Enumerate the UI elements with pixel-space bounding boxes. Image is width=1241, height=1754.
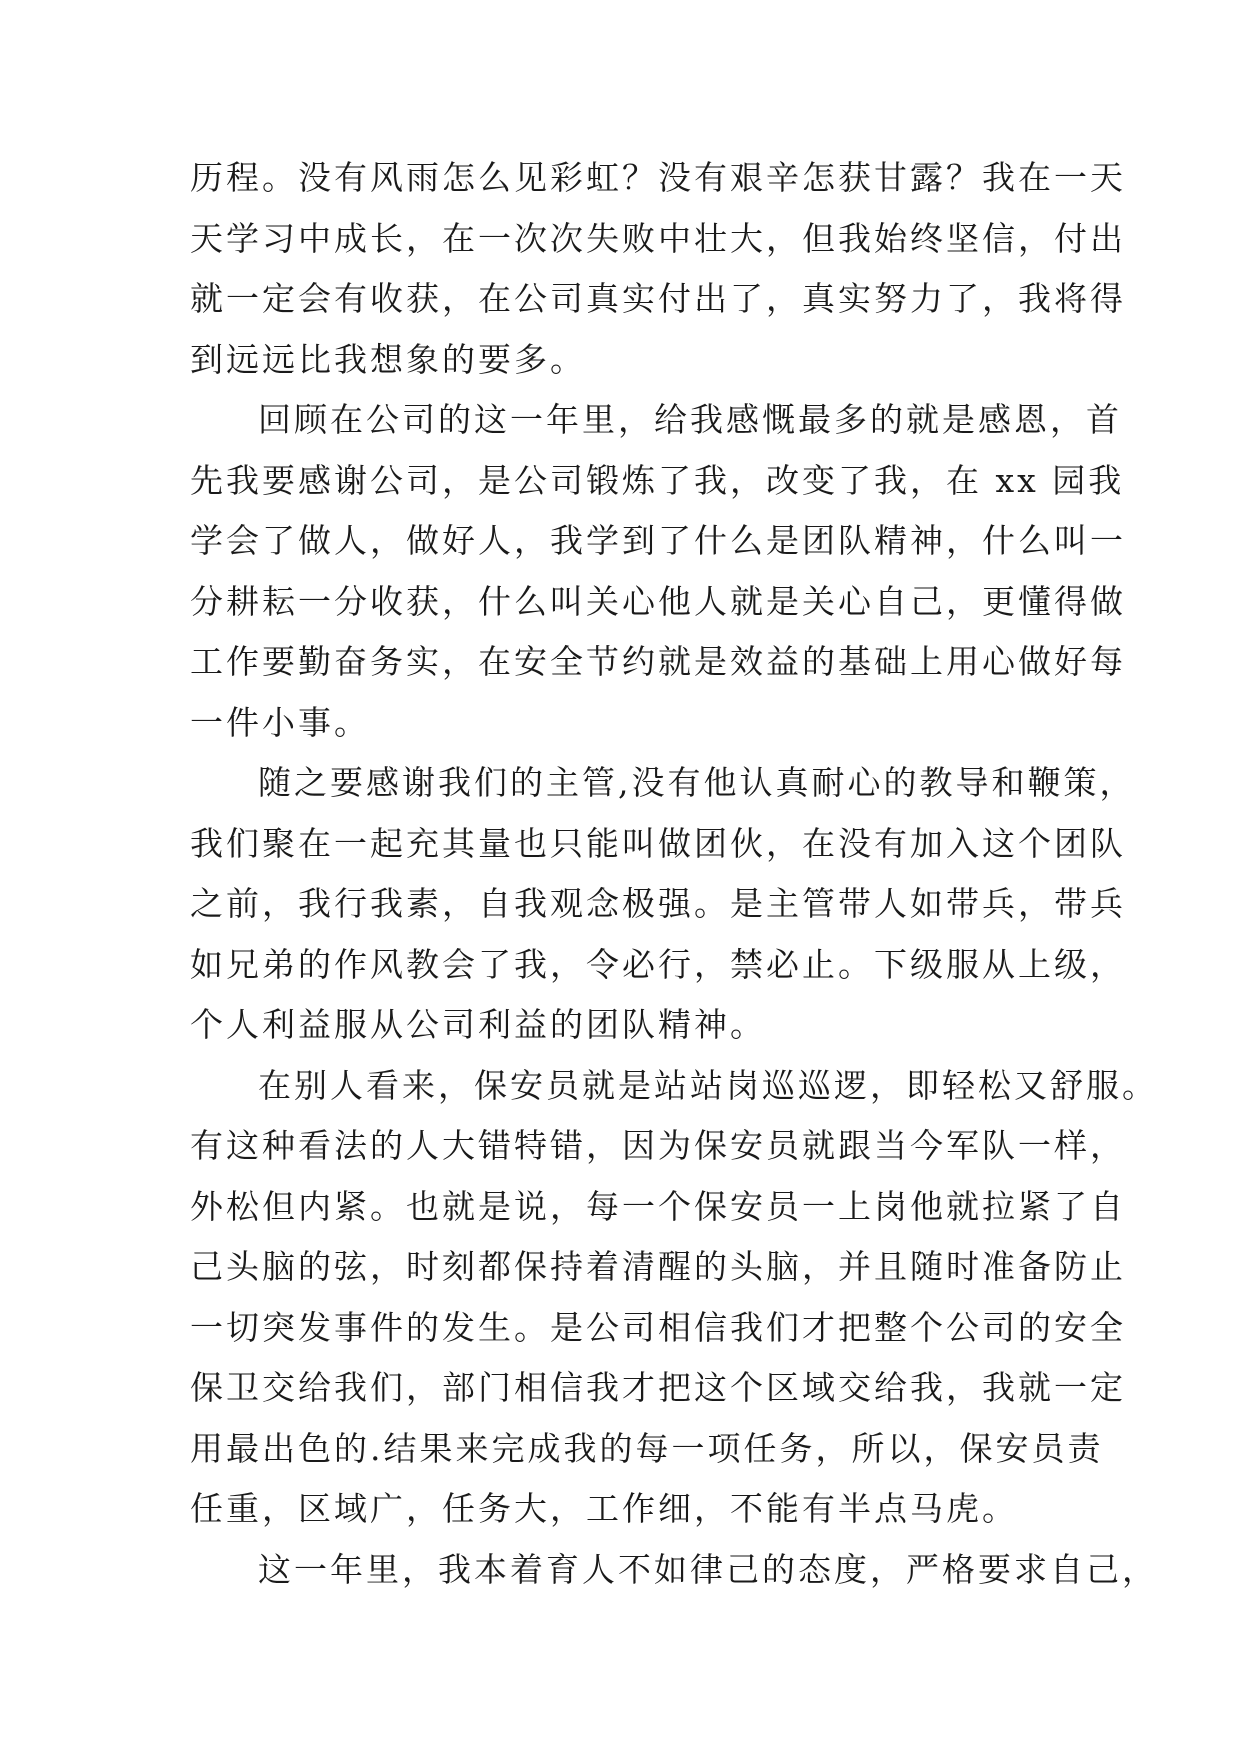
text-line: 到远远比我想象的要多。 — [190, 339, 586, 379]
text-line: 用最出色的.结果来完成我的每一项任务，所以，保安员责 — [190, 1428, 1104, 1468]
paragraph-start-line: 回顾在公司的这一年里，给我感慨最多的就是感恩，首 — [258, 400, 1122, 439]
text-line: 天学习中成长，在一次次失败中壮大，但我始终坚信，付出 — [190, 218, 1126, 258]
text-line: 个人利益服从公司利益的团队精神。 — [190, 1005, 766, 1044]
text-line: 有这种看法的人大错特错，因为保安员就跟当今军队一样， — [190, 1126, 1126, 1165]
text-line: 学会了做人，做好人，我学到了什么是团队精神，什么叫一 — [190, 521, 1126, 560]
text-line: 一件小事。 — [190, 702, 370, 742]
text-line: 保卫交给我们，部门相信我才把这个区域交给我，我就一定 — [190, 1368, 1126, 1407]
text-line: 历程。没有风雨怎么见彩虹？没有艰辛怎获甘露？我在一天 — [190, 158, 1126, 197]
text-line: 分耕耘一分收获，什么叫关心他人就是关心自己，更懂得做 — [190, 581, 1126, 621]
document-body — [190, 148, 1158, 1600]
text-line: 就一定会有收获，在公司真实付出了，真实努力了，我将得 — [190, 279, 1126, 318]
text-line: 一切突发事件的发生。是公司相信我们才把整个公司的安全 — [190, 1307, 1126, 1347]
text-line: 己头脑的弦，时刻都保持着清醒的头脑，并且随时准备防止 — [190, 1247, 1126, 1286]
text-line: 如兄弟的作风教会了我，令必行，禁必止。下级服从上级， — [190, 944, 1126, 984]
text-line: 外松但内紧。也就是说，每一个保安员一上岗他就拉紧了自 — [190, 1186, 1126, 1226]
paragraph-start-line: 随之要感谢我们的主管,没有他认真耐心的教导和鞭策， — [258, 763, 1136, 802]
text-line: 先我要感谢公司，是公司锻炼了我，改变了我，在 xx 园我 — [190, 460, 1125, 500]
text-line: 工作要勤奋务实，在安全节约就是效益的基础上用心做好每 — [190, 642, 1126, 681]
paragraph-start-line: 在别人看来，保安员就是站站岗巡巡逻，即轻松又舒服。 — [258, 1065, 1158, 1105]
paragraph-start-line: 这一年里，我本着育人不如律己的态度，严格要求自己， — [258, 1549, 1158, 1589]
text-line: 任重，区域广，任务大，工作细，不能有半点马虎。 — [190, 1489, 1018, 1528]
text-line: 之前，我行我素，自我观念极强。是主管带人如带兵，带兵 — [190, 884, 1126, 923]
text-line: 我们聚在一起充其量也只能叫做团伙，在没有加入这个团队 — [190, 823, 1126, 863]
